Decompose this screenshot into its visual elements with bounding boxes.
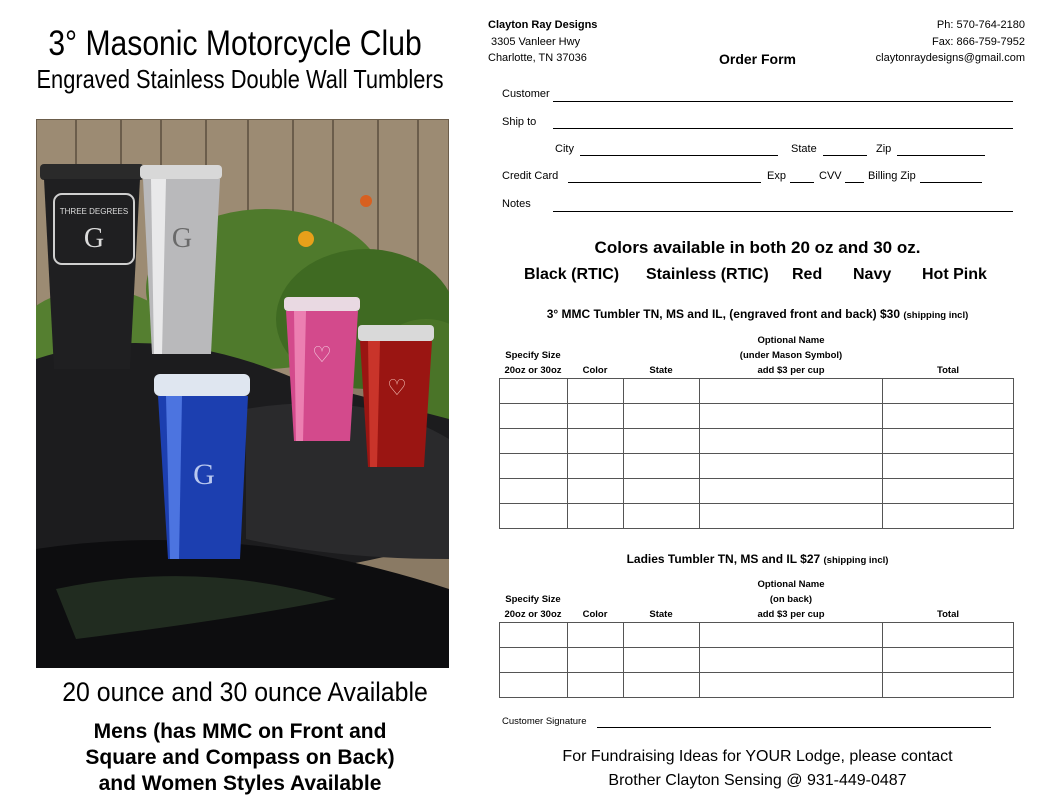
- table1-grid: [499, 378, 1014, 529]
- billing-zip-field[interactable]: [920, 182, 982, 183]
- state-label: State: [791, 143, 817, 155]
- color-option-hot-pink: Hot Pink: [922, 266, 987, 283]
- customer-field[interactable]: [553, 101, 1013, 102]
- table2-row: [500, 648, 1014, 673]
- table1-cell-size[interactable]: [500, 454, 568, 479]
- table2-cell-color[interactable]: [567, 673, 623, 698]
- table1-cell-state[interactable]: [623, 454, 699, 479]
- table1-cell-color[interactable]: [567, 454, 623, 479]
- table2-cell-size[interactable]: [500, 623, 568, 648]
- table1-col-color: Color: [582, 365, 608, 376]
- table1-cell-total[interactable]: [883, 479, 1014, 504]
- table1-col-size-1: Specify Size: [505, 350, 561, 361]
- table2-cell-state[interactable]: [623, 623, 699, 648]
- svg-text:♡: ♡: [387, 376, 407, 401]
- footer-line-1: For Fundraising Ideas for YOUR Lodge, please contact: [562, 748, 953, 765]
- table1-cell-size[interactable]: [500, 429, 568, 454]
- table1-cell-optional-name[interactable]: [699, 404, 883, 429]
- table2-col-opt-3: add $3 per cup: [757, 609, 825, 620]
- table1-col-opt-3: add $3 per cup: [757, 365, 825, 376]
- zip-field[interactable]: [897, 155, 985, 156]
- table2-cell-optional-name[interactable]: [699, 673, 883, 698]
- table2-col-size-2: 20oz or 30oz: [504, 609, 562, 620]
- table2-col-opt-2: (on back): [769, 594, 813, 605]
- table1-cell-total[interactable]: [883, 404, 1014, 429]
- table1-row: [500, 429, 1014, 454]
- table2-row: [500, 623, 1014, 648]
- billing-zip-label: Billing Zip: [868, 170, 916, 182]
- credit-card-label: Credit Card: [502, 170, 559, 182]
- table1-cell-color[interactable]: [567, 504, 623, 529]
- table1-title-text: 3° MMC Tumbler TN, MS and IL, (engraved front and back) $30: [546, 307, 901, 321]
- city-label: City: [555, 143, 574, 155]
- city-field[interactable]: [580, 155, 778, 156]
- notes-label: Notes: [502, 198, 531, 210]
- table1-cell-color[interactable]: [567, 404, 623, 429]
- description-line-2: Square and Compass on Back): [85, 746, 395, 769]
- table2-cell-color[interactable]: [567, 648, 623, 673]
- signature-label: Customer Signature: [502, 716, 587, 727]
- size-availability: 20 ounce and 30 ounce Available: [62, 677, 428, 707]
- table2-grid: [499, 622, 1014, 698]
- svg-text:G: G: [83, 223, 105, 254]
- table1-cell-optional-name[interactable]: [699, 504, 883, 529]
- table2-cell-optional-name[interactable]: [699, 623, 883, 648]
- svg-text:♡: ♡: [312, 343, 332, 368]
- credit-card-field[interactable]: [568, 182, 761, 183]
- table2-cell-total[interactable]: [883, 673, 1014, 698]
- description-line-3: and Women Styles Available: [98, 772, 382, 795]
- zip-label: Zip: [876, 143, 892, 155]
- company-phone: Ph: 570-764-2180: [936, 19, 1025, 31]
- svg-text:G: G: [193, 458, 215, 491]
- footer-line-2: Brother Clayton Sensing @ 931-449-0487: [608, 772, 907, 789]
- table1-shipping: (shipping incl): [903, 310, 969, 321]
- table1-cell-total[interactable]: [883, 504, 1014, 529]
- table2-cell-state[interactable]: [623, 673, 699, 698]
- color-option-red: Red: [792, 266, 823, 283]
- colors-heading: Colors available in both 20 oz and 30 oz.: [594, 238, 921, 257]
- table1-cell-color[interactable]: [567, 379, 623, 404]
- table2-col-size-1: Specify Size: [505, 594, 561, 605]
- color-option-navy: Navy: [853, 266, 892, 283]
- table1-cell-color[interactable]: [567, 479, 623, 504]
- table1-col-optional: [699, 333, 883, 378]
- tumblers-photo: [36, 119, 449, 668]
- table2-cell-total[interactable]: [883, 648, 1014, 673]
- table1-row: [500, 404, 1014, 429]
- company-fax: Fax: 866-759-7952: [932, 36, 1025, 48]
- table2-cell-size[interactable]: [500, 673, 568, 698]
- table2-shipping: (shipping incl): [823, 555, 889, 566]
- table1-row: [500, 504, 1014, 529]
- table1-cell-total[interactable]: [883, 429, 1014, 454]
- table1-cell-size[interactable]: [500, 504, 568, 529]
- notes-field[interactable]: [553, 211, 1013, 212]
- product-title: Engraved Stainless Double Wall Tumblers: [36, 64, 444, 94]
- company-address-2: Charlotte, TN 37036: [488, 52, 587, 64]
- table2-title: [490, 552, 1025, 566]
- table1-cell-state[interactable]: [623, 479, 699, 504]
- table1-row: [500, 379, 1014, 404]
- table1-cell-state[interactable]: [623, 504, 699, 529]
- table1-col-opt-2: (under Mason Symbol): [739, 350, 843, 361]
- table1-col-total: Total: [937, 365, 959, 376]
- table2-cell-size[interactable]: [500, 648, 568, 673]
- table1-row: [500, 454, 1014, 479]
- table2-col-state: State: [649, 609, 673, 620]
- table2-title-text: Ladies Tumbler TN, MS and IL $27: [626, 552, 821, 566]
- table1-cell-size[interactable]: [500, 404, 568, 429]
- table1-cell-color[interactable]: [567, 429, 623, 454]
- customer-label: Customer: [502, 88, 550, 100]
- cvv-label: CVV: [819, 170, 842, 182]
- table2-col-size: [499, 592, 567, 622]
- table1-cell-optional-name[interactable]: [699, 454, 883, 479]
- table2-cell-color[interactable]: [567, 623, 623, 648]
- table2-col-opt-1: Optional Name: [757, 579, 825, 590]
- table1-col-size: [499, 348, 567, 378]
- table1-cell-state[interactable]: [623, 429, 699, 454]
- table1-col-size-2: 20oz or 30oz: [504, 365, 562, 376]
- form-title: Order Form: [718, 51, 796, 67]
- club-title: 3° Masonic Motorcycle Club: [48, 24, 422, 63]
- table2-col-color: Color: [582, 609, 608, 620]
- table1-cell-optional-name[interactable]: [699, 479, 883, 504]
- svg-text:THREE DEGREES: THREE DEGREES: [59, 207, 129, 216]
- table2-cell-state[interactable]: [623, 648, 699, 673]
- exp-field[interactable]: [790, 182, 814, 183]
- table1-col-state: State: [649, 365, 673, 376]
- table1-cell-size[interactable]: [500, 479, 568, 504]
- table2-row: [500, 673, 1014, 698]
- company-email: claytonraydesigns@gmail.com: [875, 52, 1025, 64]
- cvv-field[interactable]: [845, 182, 864, 183]
- table2-col-optional: [699, 577, 883, 622]
- company-name: Clayton Ray Designs: [488, 19, 598, 31]
- description-line-1: Mens (has MMC on Front and: [93, 720, 387, 743]
- table2-cell-total[interactable]: [883, 623, 1014, 648]
- table1-title: [490, 307, 1025, 321]
- company-address-1: 3305 Vanleer Hwy: [491, 36, 581, 48]
- color-option-black: Black (RTIC): [524, 266, 620, 283]
- table1-cell-optional-name[interactable]: [699, 429, 883, 454]
- table1-cell-state[interactable]: [623, 404, 699, 429]
- table1-col-opt-1: Optional Name: [757, 335, 825, 346]
- svg-text:G: G: [171, 223, 193, 254]
- table2-col-total: Total: [937, 609, 959, 620]
- table1-cell-size[interactable]: [500, 379, 568, 404]
- ship-to-label: Ship to: [502, 116, 537, 128]
- state-field[interactable]: [823, 155, 867, 156]
- table1-cell-total[interactable]: [883, 379, 1014, 404]
- table1-cell-optional-name[interactable]: [699, 379, 883, 404]
- table2-cell-optional-name[interactable]: [699, 648, 883, 673]
- table1-row: [500, 479, 1014, 504]
- table1-cell-total[interactable]: [883, 454, 1014, 479]
- exp-label: Exp: [767, 170, 786, 182]
- signature-field[interactable]: [597, 727, 991, 728]
- ship-to-field[interactable]: [553, 128, 1013, 129]
- table1-cell-state[interactable]: [623, 379, 699, 404]
- color-option-stainless: Stainless (RTIC): [646, 266, 769, 283]
